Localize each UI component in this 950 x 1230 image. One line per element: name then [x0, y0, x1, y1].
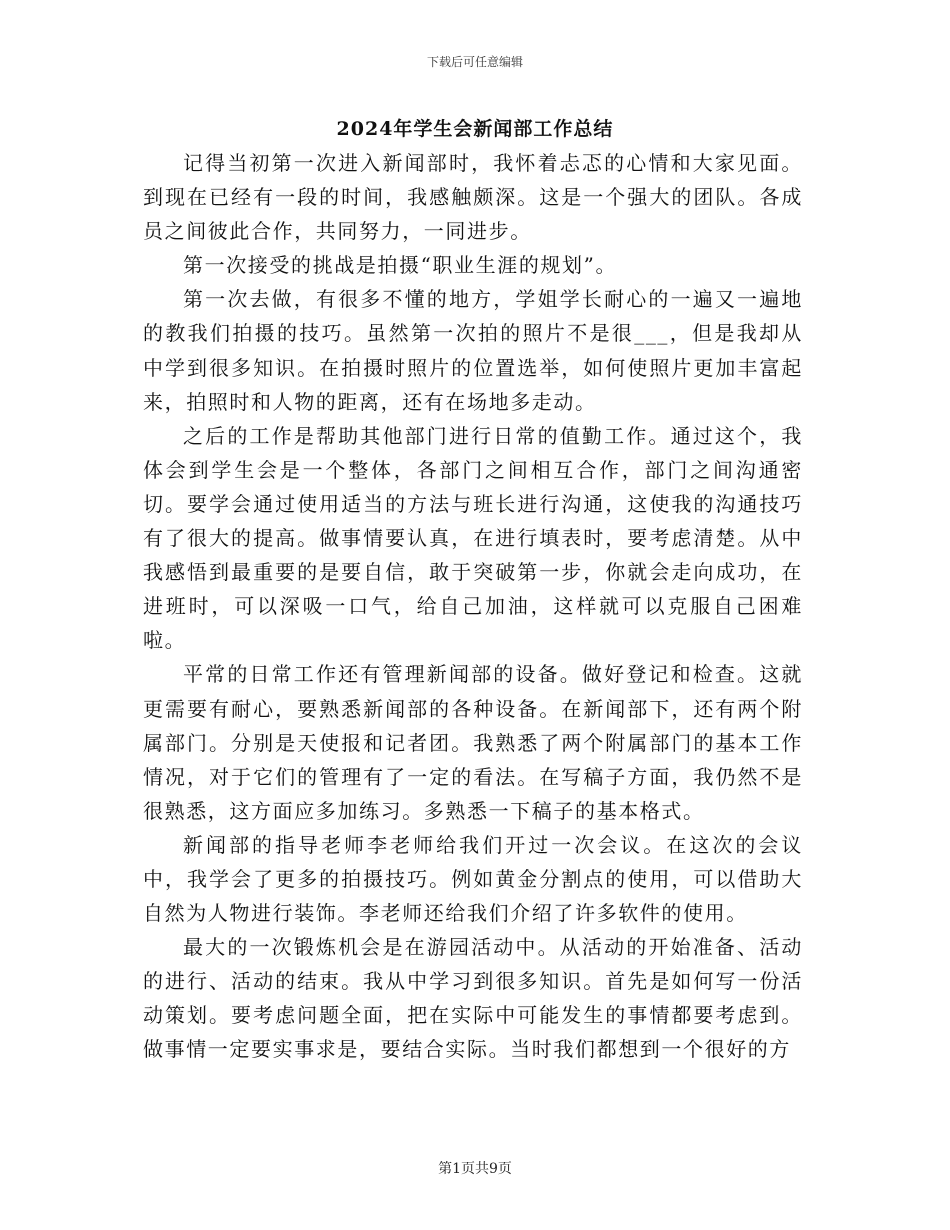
document-body — [143, 146, 803, 1067]
paragraph: 记得当初第一次进入新闻部时，我怀着忐忑的心情和大家见面。到现在已经有一段的时间，我感触颇深。这是一个强大的团队。各成员之间彼此合作，共同努力，一同进步。 — [143, 151, 803, 244]
page-footer: 第1页共9页 — [438, 1161, 512, 1177]
paragraph: 之后的工作是帮助其他部门进行日常的值勤工作。通过这个，我体会到学生会是一个整体，各部门之间相互合作，部门之间沟通密切。要学会通过使用适当的方法与班长进行沟通，这使我的沟通技巧有了很大的提高。做事情要认真，在进行填表时，要考虑清楚。从中我感悟到最重要的是要自信，敢于突破第一步，你就会走向成功，在进班时，可以深吸一口气，给自己加油，这样就可以克服自己困难啦。 — [143, 423, 803, 653]
document-title: 2024年学生会新闻部工作总结 — [336, 118, 614, 140]
paragraph: 最大的一次锻炼机会是在游园活动中。从活动的开始准备、活动的进行、活动的结束。我从中学习到很多知识。首先是如何写一份活动策划。要考虑问题全面，把在实际中可能发生的事情都要考虑到。做事情一定要实事求是，要结合实际。当时我们都想到一个很好的方 — [143, 935, 803, 1062]
paragraph: 第一次去做，有很多不懂的地方，学姐学长耐心的一遍又一遍地的教我们拍摄的技巧。虽然第一次拍的照片不是很___，但是我却从中学到很多知识。在拍摄时照片的位置选举，如何使照片更加丰富起来，拍照时和人物的距离，还有在场地多走动。 — [143, 287, 803, 414]
paragraph: 第一次接受的挑战是拍摄“职业生涯的规划”。 — [183, 253, 618, 278]
paragraph: 新闻部的指导老师李老师给我们开过一次会议。在这次的会议中，我学会了更多的拍摄技巧。例如黄金分割点的使用，可以借助大自然为人物进行装饰。李老师还给我们介绍了许多软件的使用。 — [143, 832, 803, 926]
header-note: 下载后可任意编辑 — [426, 55, 523, 69]
paragraph: 平常的日常工作还有管理新闻部的设备。做好登记和检查。这就更需要有耐心，要熟悉新闻部的各种设备。在新闻部下，还有两个附属部门。分别是天使报和记者团。我熟悉了两个附属部门的基本工作情况，对于它们的管理有了一定的看法。在写稿子方面，我仍然不是很熟悉，这方面应多加练习。多熟悉一下稿子的基本格式。 — [143, 662, 803, 823]
